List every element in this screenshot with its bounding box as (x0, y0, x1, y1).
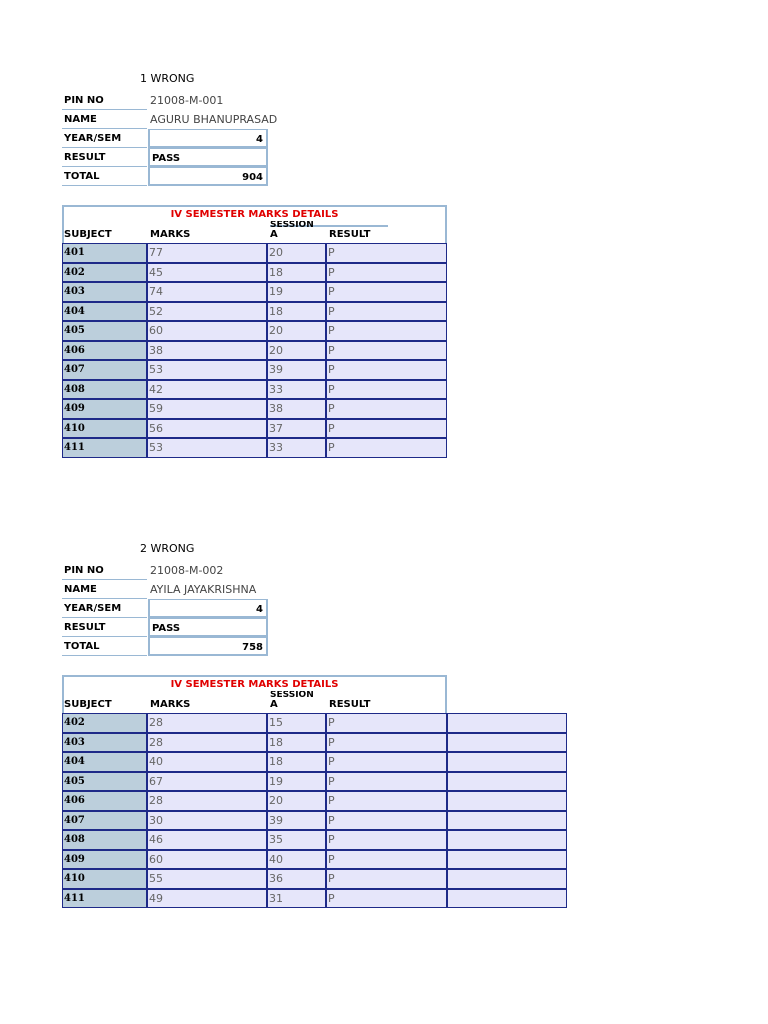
result-cell: P (326, 360, 447, 380)
session-cell: 18 (267, 752, 326, 772)
col-session: A (270, 229, 278, 240)
name-value: AYILA JAYAKRISHNA (150, 583, 257, 596)
col-subject: SUBJECT (64, 699, 112, 710)
subject-cell: 407 (62, 360, 147, 380)
marks-cell: 60 (147, 850, 267, 870)
marks-cell: 38 (147, 341, 267, 361)
record-title: 2 WRONG (140, 542, 195, 555)
subject-cell: 410 (62, 419, 147, 439)
marks-cell: 28 (147, 791, 267, 811)
result-cell: P (326, 321, 447, 341)
col-subject: SUBJECT (64, 229, 112, 240)
marks-cell: 49 (147, 889, 267, 909)
subject-cell: 402 (62, 713, 147, 733)
total-label: TOTAL (62, 637, 147, 656)
marks-cell: 46 (147, 830, 267, 850)
session-cell: 37 (267, 419, 326, 439)
marks-cell: 60 (147, 321, 267, 341)
marks-cell: 28 (147, 713, 267, 733)
record-title: 1 WRONG (140, 72, 195, 85)
total-value: 904 (148, 167, 268, 186)
subject-cell: 403 (62, 282, 147, 302)
empty-cell (447, 791, 567, 811)
marks-title: IV SEMESTER MARKS DETAILS (170, 679, 339, 690)
session-cell: 18 (267, 733, 326, 753)
marks-title: IV SEMESTER MARKS DETAILS (170, 209, 339, 220)
empty-cell (447, 733, 567, 753)
result-value: PASS (148, 618, 268, 637)
subject-cell: 402 (62, 263, 147, 283)
subject-cell: 411 (62, 438, 147, 458)
session-cell: 15 (267, 713, 326, 733)
name-value: AGURU BHANUPRASAD (150, 113, 278, 126)
yearsem-value: 4 (148, 129, 268, 148)
marks-cell: 56 (147, 419, 267, 439)
name-label: NAME (62, 580, 147, 599)
session-header-top: SESSION (270, 221, 314, 228)
total-label: TOTAL (62, 167, 147, 186)
subject-cell: 408 (62, 380, 147, 400)
marks-cell: 45 (147, 263, 267, 283)
marks-cell: 74 (147, 282, 267, 302)
subject-cell: 406 (62, 791, 147, 811)
empty-cell (447, 752, 567, 772)
result-cell: P (326, 830, 447, 850)
marks-cell: 28 (147, 733, 267, 753)
col-session: A (270, 699, 278, 710)
session-cell: 36 (267, 869, 326, 889)
subject-cell: 407 (62, 811, 147, 831)
session-cell: 20 (267, 791, 326, 811)
empty-cell (447, 811, 567, 831)
marks-cell: 40 (147, 752, 267, 772)
marks-cell: 67 (147, 772, 267, 792)
session-cell: 18 (267, 263, 326, 283)
result-cell: P (326, 399, 447, 419)
result-label: RESULT (62, 148, 147, 167)
result-cell: P (326, 869, 447, 889)
subject-cell: 408 (62, 830, 147, 850)
pin-value: 21008-M-002 (150, 564, 224, 577)
col-result: RESULT (329, 229, 371, 240)
empty-cell (447, 869, 567, 889)
result-cell: P (326, 380, 447, 400)
result-cell: P (326, 752, 447, 772)
result-cell: P (326, 243, 447, 263)
session-cell: 33 (267, 380, 326, 400)
session-header-top: SESSION (270, 691, 314, 698)
yearsem-value: 4 (148, 599, 268, 618)
session-cell: 31 (267, 889, 326, 909)
session-cell: 33 (267, 438, 326, 458)
session-cell: 18 (267, 302, 326, 322)
marks-cell: 52 (147, 302, 267, 322)
empty-cell (447, 830, 567, 850)
result-cell: P (326, 772, 447, 792)
marks-header (62, 675, 447, 713)
session-cell: 35 (267, 830, 326, 850)
subject-cell: 405 (62, 772, 147, 792)
total-value: 758 (148, 637, 268, 656)
marks-cell: 59 (147, 399, 267, 419)
col-marks: MARKS (150, 229, 191, 240)
marks-cell: 42 (147, 380, 267, 400)
result-cell: P (326, 889, 447, 909)
marks-header (62, 205, 447, 243)
result-cell: P (326, 733, 447, 753)
subject-cell: 405 (62, 321, 147, 341)
pin-label: PIN NO (62, 91, 147, 110)
student-record-1 (0, 72, 768, 542)
yearsem-label: YEAR/SEM (62, 599, 147, 618)
subject-cell: 411 (62, 889, 147, 909)
marks-cell: 53 (147, 360, 267, 380)
subject-cell: 404 (62, 752, 147, 772)
result-cell: P (326, 791, 447, 811)
result-value: PASS (148, 148, 268, 167)
result-cell: P (326, 341, 447, 361)
marks-cell: 53 (147, 438, 267, 458)
name-label: NAME (62, 110, 147, 129)
student-record-2 (0, 542, 768, 1012)
session-cell: 39 (267, 811, 326, 831)
result-cell: P (326, 438, 447, 458)
marks-cell: 55 (147, 869, 267, 889)
subject-cell: 404 (62, 302, 147, 322)
subject-cell: 409 (62, 850, 147, 870)
session-cell: 20 (267, 341, 326, 361)
yearsem-label: YEAR/SEM (62, 129, 147, 148)
subject-cell: 403 (62, 733, 147, 753)
empty-cell (447, 772, 567, 792)
col-result: RESULT (329, 699, 371, 710)
result-label: RESULT (62, 618, 147, 637)
session-cell: 38 (267, 399, 326, 419)
result-cell: P (326, 419, 447, 439)
result-cell: P (326, 811, 447, 831)
subject-cell: 401 (62, 243, 147, 263)
session-cell: 19 (267, 772, 326, 792)
result-cell: P (326, 302, 447, 322)
pin-label: PIN NO (62, 561, 147, 580)
result-cell: P (326, 282, 447, 302)
subject-cell: 406 (62, 341, 147, 361)
result-cell: P (326, 713, 447, 733)
session-cell: 20 (267, 243, 326, 263)
empty-cell (447, 889, 567, 909)
marks-cell: 77 (147, 243, 267, 263)
col-marks: MARKS (150, 699, 191, 710)
session-cell: 40 (267, 850, 326, 870)
session-cell: 20 (267, 321, 326, 341)
marks-cell: 30 (147, 811, 267, 831)
session-cell: 19 (267, 282, 326, 302)
result-cell: P (326, 850, 447, 870)
session-cell: 39 (267, 360, 326, 380)
result-cell: P (326, 263, 447, 283)
pin-value: 21008-M-001 (150, 94, 224, 107)
subject-cell: 409 (62, 399, 147, 419)
empty-cell (447, 850, 567, 870)
empty-cell (447, 713, 567, 733)
subject-cell: 410 (62, 869, 147, 889)
